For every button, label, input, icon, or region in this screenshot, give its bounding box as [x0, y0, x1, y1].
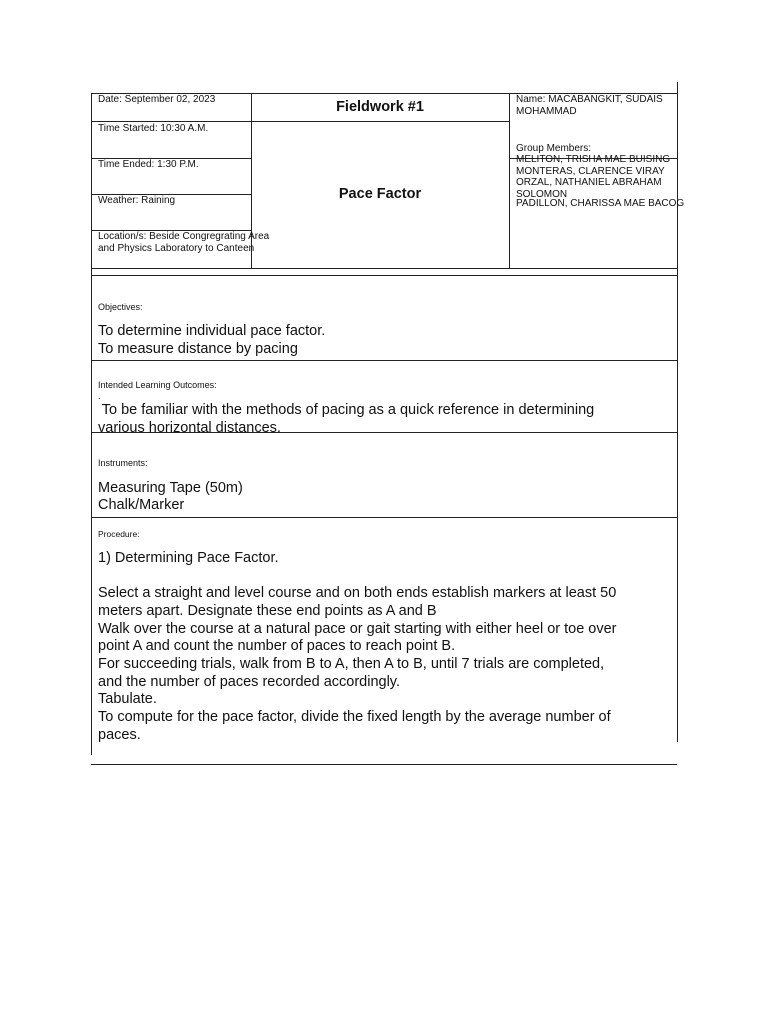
date-field: Date: September 02, 2023 — [98, 94, 216, 105]
procedure-line: For succeeding trials, walk from B to A, then A to B, until 7 trials are completed, — [98, 656, 605, 672]
procedure-line: To compute for the pace factor, divide the fixed length by the average number of — [98, 709, 611, 725]
group-member: MONTERAS, CLARENCE VIRAY — [516, 166, 665, 177]
section-divider — [91, 360, 677, 361]
procedure-line: meters apart. Designate these end points as A and B — [98, 603, 437, 619]
procedure-line: Tabulate. — [98, 691, 157, 707]
outcome-line: various horizontal distances. — [98, 420, 281, 432]
procedure-heading: 1) Determining Pace Factor. — [98, 550, 279, 566]
procedure-line: point A and count the number of paces to reach point B. — [98, 638, 456, 654]
group-member: ORZAL, NATHANIEL ABRAHAM — [516, 177, 662, 188]
outcomes-clip — [92, 401, 676, 432]
weather-field: Weather: Raining — [98, 195, 176, 206]
name-field-line2: MOHAMMAD — [516, 106, 577, 117]
time-ended-field: Time Ended: 1:30 P.M. — [98, 159, 199, 170]
table-bottom-border — [91, 764, 677, 765]
table-right-border — [677, 82, 678, 742]
time-started-field: Time Started: 10:30 A.M. — [98, 123, 209, 134]
subject-title: Pace Factor — [338, 186, 422, 202]
objective-line: To determine individual pace factor. — [98, 323, 326, 339]
procedure-line: and the number of paces recorded accordingly. — [98, 674, 400, 690]
location-field-line1: Location/s: Beside Congregrating Area — [98, 231, 270, 242]
outcomes-label: Intended Learning Outcomes: — [98, 380, 217, 390]
instruments-label: Instruments: — [98, 458, 148, 468]
header-bottom-border — [91, 268, 677, 269]
section-divider — [91, 432, 677, 433]
row-divider — [91, 121, 509, 122]
instrument-line: Measuring Tape (50m) — [98, 480, 243, 496]
group-member: SOLOMON — [516, 189, 568, 200]
header-bottom-border — [91, 275, 677, 276]
procedure-line: Walk over the course at a natural pace or gait starting with either heel or toe over — [98, 621, 617, 637]
group-members-label: Group Members: — [516, 143, 592, 154]
procedure-line: Select a straight and level course and on both ends establish markers at least 50 — [98, 585, 617, 601]
objective-line: To measure distance by pacing — [98, 341, 298, 357]
objectives-label: Objectives: — [98, 302, 143, 312]
procedure-label: Procedure: — [98, 529, 140, 539]
location-field-line2: and Physics Laboratory to Canteen — [98, 243, 255, 254]
procedure-line: paces. — [98, 727, 141, 743]
group-member: PADILLON, CHARISSA MAE BACOG — [516, 198, 685, 209]
name-field-line1: Name: MACABANGKIT, SUDAIS — [516, 94, 663, 105]
outcome-line: To be familiar with the methods of pacing as a quick reference in determining — [98, 402, 595, 418]
column-divider — [509, 93, 510, 268]
instrument-line: Chalk/Marker — [98, 497, 185, 513]
group-member: MELITON, TRISHA MAE BUISING — [516, 154, 671, 165]
fieldwork-title: Fieldwork #1 — [336, 99, 424, 115]
section-divider — [91, 517, 677, 518]
outcomes-dot: . — [98, 391, 101, 401]
